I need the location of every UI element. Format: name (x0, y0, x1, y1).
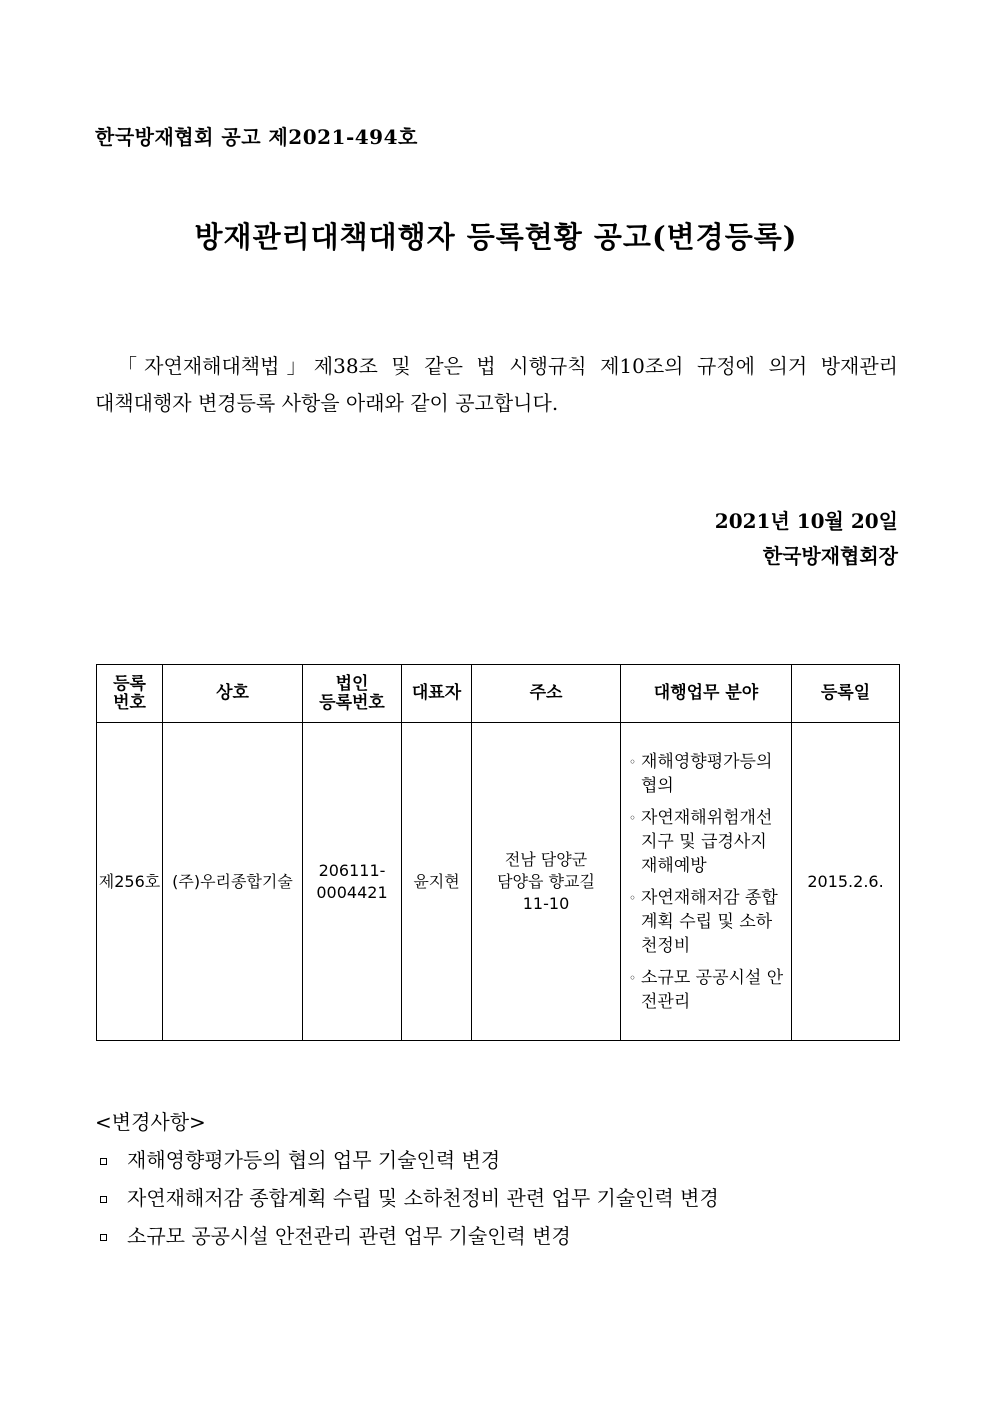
cell-address-line-2: 담양읍 향교길 (497, 871, 595, 891)
header-reg-no-line-2: 번호 (113, 692, 146, 713)
bullet-icon: ◦ (629, 970, 637, 985)
intro-paragraph (95, 348, 898, 422)
list-item (629, 886, 787, 958)
header-representative: 대표자 (402, 665, 472, 723)
header-reg-no (97, 665, 163, 723)
bullet-icon: ◦ (629, 754, 637, 769)
changes-heading: <변경사항> (95, 1110, 206, 1134)
field-text: 자연재해저감 종합계획 수립 및 소하천정비 (641, 887, 778, 956)
square-bullet-icon (100, 1234, 107, 1241)
header-reg-date: 등록일 (792, 665, 900, 723)
header-corp-no-line-1: 법인 (335, 673, 369, 694)
list-item (629, 806, 787, 878)
change-text: 재해영향평가등의 협의 업무 기술인력 변경 (127, 1148, 501, 1172)
cell-reg-date: 2015.2.6. (792, 723, 900, 1041)
notice-number: 한국방재협회 공고 제2021-494호 (95, 125, 418, 149)
change-text: 소규모 공공시설 안전관리 관련 업무 기술인력 변경 (127, 1224, 571, 1248)
table-header-row (97, 665, 900, 723)
table-row (97, 723, 900, 1041)
cell-reg-no: 제256호 (97, 723, 163, 1041)
header-fields: 대행업무 분야 (621, 665, 792, 723)
page-title: 방재관리대책대행자 등록현황 공고(변경등록) (194, 220, 798, 254)
list-item (629, 750, 787, 798)
list-item (95, 1141, 719, 1179)
field-text: 재해영향평가등의 협의 (641, 751, 773, 796)
bullet-icon: ◦ (629, 890, 637, 905)
bullet-icon: ◦ (629, 810, 637, 825)
notice-date: 2021년 10월 20일 (714, 509, 898, 533)
square-bullet-icon (100, 1158, 107, 1165)
signer: 한국방재협회장 (762, 544, 898, 568)
cell-representative: 윤지현 (402, 723, 472, 1041)
list-item (629, 966, 787, 1014)
cell-address (472, 723, 621, 1041)
header-address: 주소 (472, 665, 621, 723)
cell-address-line-3: 11-10 (522, 893, 570, 913)
cell-corp-no-line-2: 0004421 (316, 882, 388, 902)
cell-corp-no (303, 723, 402, 1041)
change-text: 자연재해저감 종합계획 수립 및 소하천정비 관련 업무 기술인력 변경 (127, 1186, 719, 1210)
field-text: 자연재해위험개선 지구 및 급경사지 재해예방 (641, 807, 773, 876)
list-item (95, 1179, 719, 1217)
changes-section (95, 1103, 719, 1255)
header-corp-no-line-2: 등록번호 (319, 692, 385, 713)
registration-table (96, 664, 900, 1041)
intro-line-2: 대책대행자 변경등록 사항을 아래와 같이 공고합니다. (95, 391, 559, 415)
list-item (95, 1217, 719, 1255)
intro-line-1: 「자연재해대책법」제38조 및 같은 법 시행규칙 제10조의 규정에 의거 방재관리 (117, 354, 898, 378)
cell-company: (주)우리종합기술 (163, 723, 303, 1041)
header-corp-no (303, 665, 402, 723)
square-bullet-icon (100, 1196, 107, 1203)
cell-corp-no-line-1: 206111- (318, 860, 386, 880)
header-reg-no-line-1: 등록 (113, 673, 146, 694)
cell-address-line-1: 전남 담양군 (504, 849, 588, 869)
field-text: 소규모 공공시설 안전관리 (641, 967, 784, 1012)
field-list (621, 750, 791, 1014)
cell-fields (621, 723, 792, 1041)
header-company: 상호 (163, 665, 303, 723)
